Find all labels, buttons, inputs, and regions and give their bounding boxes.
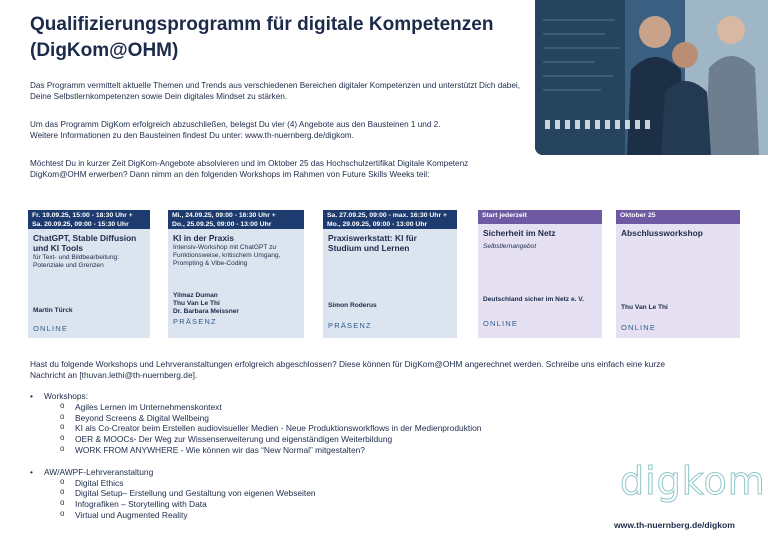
requirement-line-1: Um das Programm DigKom erfolgreich abzuschließen, belegst Du vier (4) Angebote aus den Bausteinen 1 und 2. [30,120,441,129]
card-description: Selbstlernangebot [483,243,537,250]
workshop-card-ki-praxis [168,210,304,338]
card-mode: ONLINE [621,323,657,332]
card-mode: ONLINE [483,319,519,328]
card-date-line-1: Sa. 27.09.25, 09:00 - max. 16:30 Uhr + [327,212,447,219]
card-person: Martin Türck [33,307,73,314]
courses-list [44,478,481,521]
title-line-2: (DigKom@OHM) [30,40,179,61]
card-description: Intensiv-Workshop mit ChatGPT zu Funktionsweise, kritischem Umgang, Prompting & Vibe-Coding [173,244,281,268]
card-date [323,210,457,229]
list-item: o Digital Setup– Erstellung und Gestaltung von eigenen Webseiten [60,488,481,499]
card-persons [173,292,239,316]
workshop-card-praxiswerkstatt [323,210,457,338]
card-body [616,224,740,338]
list-item: o Agiles Lernen im Unternehmenskontext [60,402,481,413]
card-body [28,229,150,338]
card-body [168,229,304,338]
list-item: o OER & MOOCs- Der Weg zur Wissenserweiterung und eigenständigen Weiterbildung [60,434,481,445]
card-person: Simon Roderus [328,302,377,309]
credit-text [30,359,768,381]
card-date-line-2: Sa. 20.09.25, 09:00 - 15:30 Uhr [32,220,129,228]
card-date-line-1: Fr. 19.09.25, 15:00 - 18:30 Uhr + [32,212,133,219]
card-body [478,224,602,338]
list-item: o Digital Ethics [60,478,481,489]
card-persons [483,296,584,304]
card-title: Abschlussworkshop [621,228,703,238]
card-persons [33,307,73,315]
card-person: Thu Van Le Thi [621,304,668,311]
title-line-1: Qualifizierungsprogramm für digitale Kompetenzen [30,14,494,35]
logo-text: digkom [620,459,766,503]
card-mode: PRÄSENZ [173,317,217,326]
card-persons [328,302,377,310]
card-date [478,210,602,224]
offer-text: Möchtest Du in kurzer Zeit DigKom-Angebote absolvieren und im Oktober 25 das Hochschulzertifikat Digitale Kompetenz DigKom@OHM erwerben? Dann nimm an den folgenden Workshops im Rahmen von Future Skills Weeks teil: [30,159,469,179]
card-title: ChatGPT, Stable Diffusion und KI Tools [33,233,137,253]
card-title: KI in der Praxis [173,233,234,243]
list-item: o Virtual und Augmented Reality [60,510,481,521]
workshop-card-abschluss [616,210,740,338]
card-person: Thu Van Le Thi [173,300,220,307]
credit-line-1: Hast du folgende Workshops und Lehrveranstaltungen erfolgreich abgeschlossen? Diese können für DigKom@OHM angerechnet werden. Schreibe uns einfach eine kurze [30,359,665,369]
card-person: Yilmaz Duman [173,292,218,299]
list-item: o Infografiken – Storytelling with Data [60,499,481,510]
list-item: o KI als Co-Creator beim Erstellen audiovisueller Medien - Neue Produktionsworkflows in der Medienproduktion [60,423,481,434]
card-person: Dr. Barbara Meissner [173,308,239,315]
card-date [616,210,740,224]
recognized-list [28,391,481,521]
credit-line-2: Nachricht an [thuvan.lethi@th-nuernberg.de]. [30,370,198,380]
intro-text: Das Programm vermittelt aktuelle Themen und Trends aus verschiedenen Bereichen digitaler Kompetenzen und unterstützt Dich dabei, Deine Selbstlernkompetenzen sowie Dein digitales Mindset zu stärken. [30,81,520,101]
card-date [28,210,150,229]
courses-label: AW/AWPF-Lehrveranstaltung [44,466,154,477]
requirement-line-2: Weitere Informationen zu den Bausteinen findest Du unter: www.th-nuernberg.de/digkom. [30,131,354,140]
card-date-line-1: Start jederzeit [482,212,527,219]
workshops-list [44,402,481,456]
card-date-line-1: Oktober 25 [620,212,656,219]
requirement-text [30,119,525,141]
footer-url: www.th-nuernberg.de/digkom [614,520,735,530]
card-body [323,229,457,338]
card-persons [621,304,668,312]
card-date [168,210,304,229]
card-date-line-1: Mi., 24.09.25, 09:00 - 16:30 Uhr + [172,212,276,219]
workshops-label: Workshops: [44,391,89,401]
header-photo [535,0,768,155]
workshop-card-chatgpt [28,210,150,338]
list-item: o WORK FROM ANYWHERE - Wie können wir das “New Normal” mitgestalten? [60,445,481,456]
page-title [30,12,530,64]
card-title: Sicherheit im Netz [483,228,556,238]
card-description: für Text- und Bildbearbeitung: Potenziale und Grenzen [33,254,120,270]
courses-group [28,467,481,521]
workshop-card-sicherheit [478,210,602,338]
card-title: Praxiswerkstatt: KI für Studium und Lernen [328,233,417,253]
list-item: o Beyond Screens & Digital Wellbeing [60,413,481,424]
card-mode: PRÄSENZ [328,321,372,330]
card-date-line-2: Do., 25.09.25, 09:00 - 13:00 Uhr [172,220,272,228]
card-date-line-2: Mo., 29.09.25, 09:00 - 13:00 Uhr [327,220,428,228]
workshops-group [28,391,481,467]
card-mode: ONLINE [33,324,69,333]
digkom-logo [620,455,766,507]
card-person: Deutschland sicher im Netz e. V. [483,296,584,303]
